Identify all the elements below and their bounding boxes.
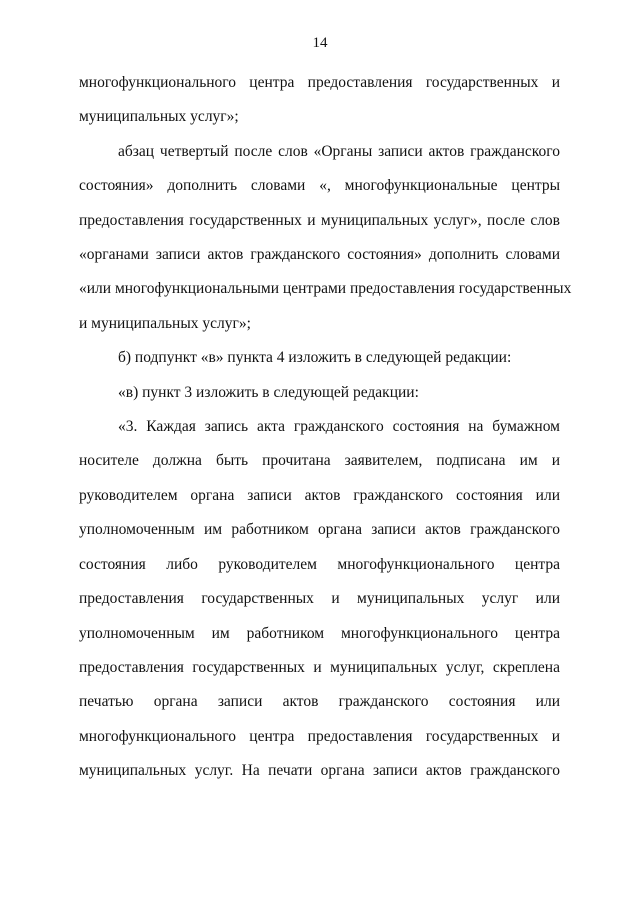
- text-line: уполномоченным им работником органа записи актов гражданского: [79, 521, 560, 539]
- text-line: многофункционального центра предоставления государственных и: [79, 727, 560, 745]
- text-line: предоставления государственных и муниципальных услуг или: [79, 590, 560, 608]
- text-line: носителе должна быть прочитана заявителем, подписана им и: [79, 452, 560, 470]
- text-line: муниципальных услуг»;: [79, 108, 239, 126]
- page-number: 14: [312, 35, 328, 51]
- text-line: состояния либо руководителем многофункционального центра: [79, 555, 560, 573]
- text-line: «в) пункт 3 изложить в следующей редакции:: [118, 383, 419, 401]
- document-body: [79, 66, 572, 789]
- text-line: предоставления государственных и муниципальных услуг», после слов: [79, 211, 560, 229]
- text-line: «органами записи актов гражданского состояния» дополнить словами: [79, 246, 560, 264]
- text-line: печатью органа записи актов гражданского состояния или: [79, 693, 560, 711]
- text-line: и муниципальных услуг»;: [79, 314, 251, 332]
- text-line: многофункционального центра предоставления государственных и: [79, 74, 560, 91]
- text-line: «3. Каждая запись акта гражданского состояния на бумажном: [118, 418, 560, 436]
- text-line: уполномоченным им работником многофункционального центра: [79, 624, 560, 642]
- text-line: «или многофункциональными центрами предоставления государственных: [79, 280, 572, 298]
- text-line: б) подпункт «в» пункта 4 изложить в следующей редакции:: [118, 349, 512, 367]
- text-line: абзац четвертый после слов «Органы записи актов гражданского: [118, 142, 560, 160]
- text-line: предоставления государственных и муниципальных услуг, скреплена: [79, 658, 560, 676]
- text-line: руководителем органа записи актов гражданского состояния или: [79, 486, 560, 504]
- text-line: состояния» дополнить словами «, многофункциональные центры: [79, 177, 560, 195]
- text-line: муниципальных услуг. На печати органа записи актов гражданского: [79, 762, 560, 780]
